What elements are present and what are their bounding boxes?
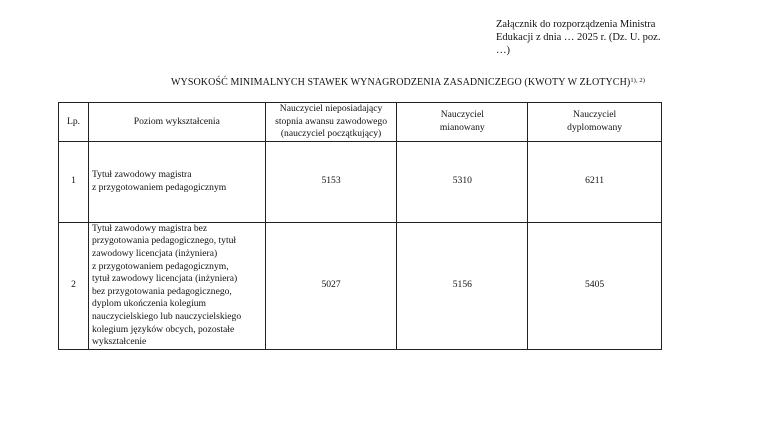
header-lp: Lp.: [59, 103, 89, 142]
education-level-cell: [88, 141, 265, 222]
header-line: dyplomowany: [567, 121, 623, 133]
header-education-level: Poziom wykształcenia: [88, 103, 265, 142]
appointed-rate: 5310: [397, 141, 528, 222]
table-row: [59, 222, 662, 349]
education-level-cell: [88, 222, 265, 349]
appointed-rate: 5156: [397, 222, 528, 349]
header-line: Nauczyciel: [440, 109, 484, 121]
level-line: przygotowania pedagogicznego, tytuł: [91, 235, 237, 247]
table-header-row: [59, 103, 662, 142]
certified-rate: 5405: [528, 222, 662, 349]
row-number: 2: [59, 222, 89, 349]
header-line: (nauczyciel początkujący): [280, 128, 382, 140]
level-line: z przygotowaniem pedagogicznym: [91, 181, 227, 193]
row-number: 1: [59, 141, 89, 222]
level-line: z przygotowaniem pedagogicznym,: [91, 260, 229, 272]
header-line: Nauczyciel: [573, 109, 617, 121]
certified-rate: 6211: [528, 141, 662, 222]
level-line: bez przygotowania pedagogicznego,: [91, 285, 232, 297]
level-line: wykształcenie: [91, 336, 147, 348]
level-line: nauczycielskiego lub nauczycielskiego: [91, 310, 242, 322]
header-certified-teacher: [528, 103, 662, 142]
annex-reference: [496, 18, 672, 57]
annex-line: …): [496, 45, 510, 56]
level-line: Tytuł zawodowy magistra: [91, 169, 192, 181]
header-beginner-teacher: [265, 103, 397, 142]
title-text: WYSOKOŚĆ MINIMALNYCH STAWEK WYNAGRODZENIA ZASADNICZEGO (KWOTY W ZŁOTYCH): [170, 77, 631, 88]
beginner-rate: 5027: [265, 222, 397, 349]
header-line: stopnia awansu zawodowego: [275, 115, 387, 127]
level-line: zawodowy licencjata (inżyniera): [91, 247, 218, 259]
level-line: dyplom ukończenia kolegium: [91, 298, 207, 310]
annex-line: Edukacji z dnia … 2025 r. (Dz. U. poz.: [496, 32, 661, 43]
header-line: Nauczyciel nieposiadający: [279, 103, 383, 114]
level-line: Tytuł zawodowy magistra bez: [91, 222, 208, 234]
level-line: kolegium języków obcych, pozostałe: [91, 323, 235, 335]
header-appointed-teacher: [397, 103, 528, 142]
level-line: tytuł zawodowy licencjata (inżyniera): [91, 273, 238, 285]
title-footnote-refs: 1), 2): [630, 77, 646, 84]
beginner-rate: 5153: [265, 141, 397, 222]
salary-rates-table: [58, 102, 662, 350]
document-title: [0, 77, 766, 88]
header-line: mianowany: [439, 121, 485, 133]
annex-line: Załącznik do rozporządzenia Ministra: [496, 19, 656, 30]
table-row: [59, 141, 662, 222]
